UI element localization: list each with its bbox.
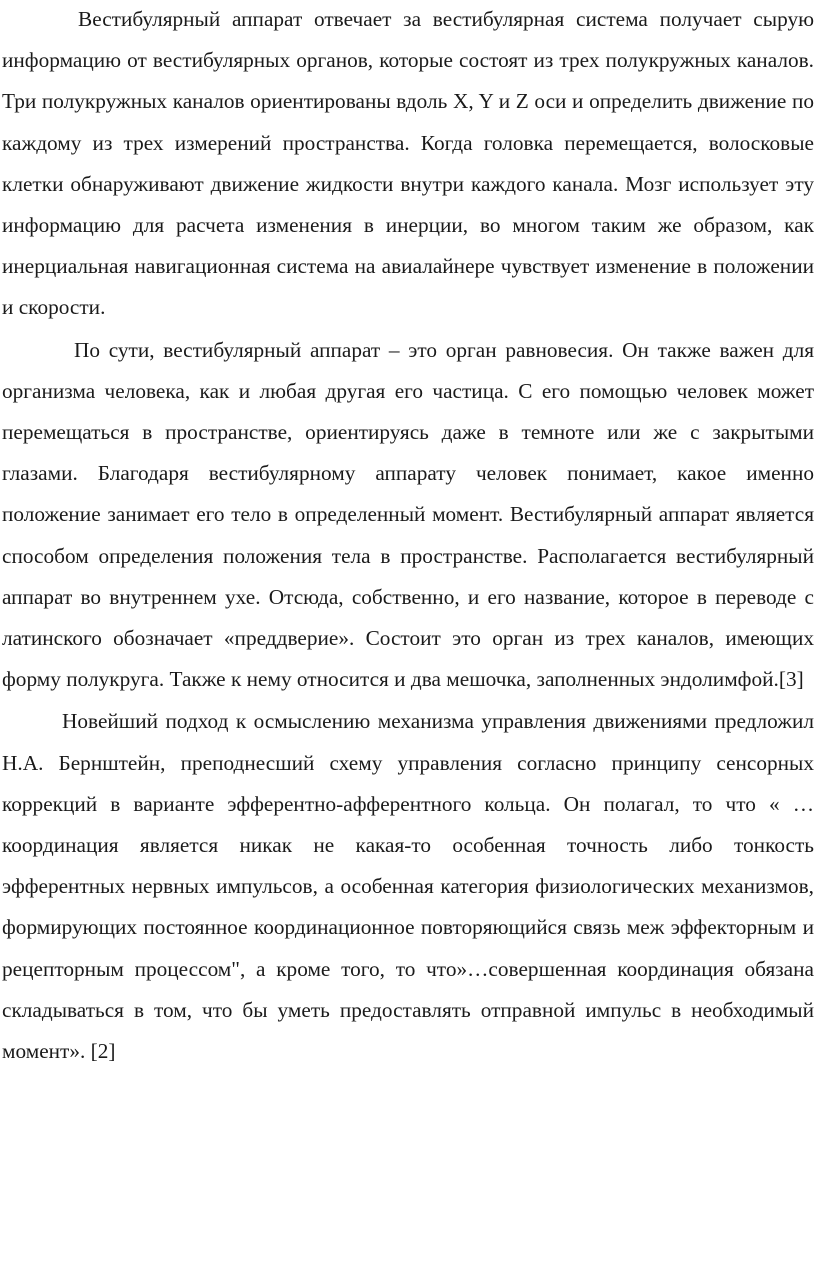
paragraph-vestibular-function: Вестибулярный аппарат отвечает за вестибулярная система получает сырую информацию от вестибулярных органов, которые состоят из трех полукружных каналов. Три полукружных каналов ориентированы вдоль X, Y и Z оси и определить движение по каждому из трех измерений пространства. Когда головка перемещается, волосковые клетки обнаруживают движение жидкости внутри каждого канала. Мозг использует эту информацию для расчета изменения в инерции, во многом таким же образом, как инерциальная навигационная система на авиалайнере чувствует изменение в положении и скорости.: [2, 7, 814, 320]
paragraph-bernstein-coordination: Новейший подход к осмыслению механизма управления движениями предложил Н.А. Бернштейн, преподнесший схему управления согласно принципу сенсорных коррекций в варианте эфферентно-афферентного кольца. Он полагал, то что « …координация является никак не какая-то особенная точность либо тонкость эфферентных нервных импульсов, а особенная категория физиологических механизмов, формирующих постоянное координационное повторяющийся связь меж эффекторным и рецепторным процессом", а кроме того, то что»…совершенная координация обязана складываться в том, что бы уметь предоставлять отправной импульс в необходимый момент». [2]: [2, 709, 814, 1064]
paragraph-balance-organ: По сути, вестибулярный аппарат – это орган равновесия. Он также важен для организма человека, как и любая другая его частица. С его помощью человек может перемещаться в пространстве, ориентируясь даже в темноте или же с закрытыми глазами. Благодаря вестибулярному аппарату человек понимает, какое именно положение занимает его тело в определенный момент. Вестибулярный аппарат является способом определения положения тела в пространстве. Располагается вестибулярный аппарат во внутреннем ухе. Отсюда, собственно, и его название, которое в переводе с латинского обозначает «преддверие». Состоит это орган из трех каналов, имеющих форму полукруга. Также к нему относится и два мешочка, заполненных эндолимфой.[3]: [2, 337, 814, 692]
